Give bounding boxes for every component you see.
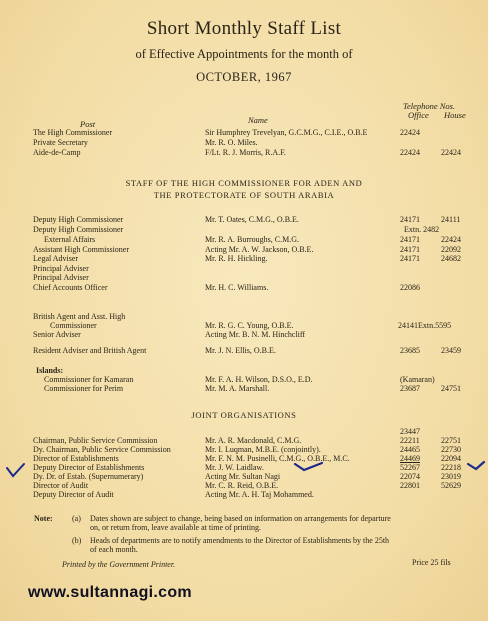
post-cell: Chairman, Public Service Commission: [33, 436, 158, 445]
note-b-marker: (b): [72, 536, 82, 545]
office-cell: 22211: [400, 436, 420, 445]
house-cell: 24682: [441, 254, 461, 263]
post-cell: Commissioner for Perim: [44, 384, 124, 393]
name-cell: Mr. A. R. Macdonald, C.M.G.: [205, 436, 302, 445]
table-row: [0, 346, 488, 356]
printer-credit: Printed by the Government Printer.: [62, 560, 176, 569]
name-cell: Mr. F. N. M. Pusinelli, C.M.G., O.B.E., M.C.: [205, 454, 350, 463]
office-cell: 24469: [400, 454, 420, 463]
month-heading: OCTOBER, 1967: [196, 70, 292, 84]
post-cell: Dy. Chairman, Public Service Commission: [33, 445, 171, 454]
house-cell: 22092: [441, 245, 461, 254]
post-cell: Principal Adviser: [33, 264, 89, 273]
name-cell: Mr. M. A. Marshall.: [205, 384, 270, 393]
post-cell: Chief Accounts Officer: [33, 283, 108, 292]
post-cell: External Affairs: [44, 235, 96, 244]
name-cell: Mr. J. N. Ellis, O.B.E.: [205, 346, 276, 355]
house-cell: 24751: [441, 384, 461, 393]
office-cell: 23685: [400, 346, 420, 355]
name-cell: Mr. R. G. C. Young, O.B.E.: [205, 321, 294, 330]
name-cell: Mr. F. A. H. Wilson, D.S.O., E.D.: [205, 375, 313, 384]
section-heading-line2: THE PROTECTORATE OF SOUTH ARABIA: [153, 190, 335, 200]
post-cell: British Agent and Asst. High: [33, 312, 126, 321]
table-row: [0, 148, 488, 158]
post-cell: Deputy High Commissioner: [33, 225, 124, 234]
name-cell: Acting Mr. B. N. M. Hinchcliff: [205, 330, 306, 339]
note-a-line1: Dates shown are subject to change, being based on information on arrangements for departure: [90, 514, 391, 523]
office-cell: 22086: [400, 283, 420, 292]
office-cell: 23687: [400, 384, 420, 393]
joint-organisations-heading: JOINT ORGANISATIONS: [191, 410, 297, 420]
post-cell: Resident Adviser and British Agent: [33, 346, 147, 355]
price-label: Price 25 fils: [412, 558, 451, 567]
table-row: [0, 235, 488, 245]
post-cell: Dy. Dr. of Estab. (Supernumerary): [33, 472, 144, 481]
office-cell: 22424: [400, 148, 420, 157]
post-cell: Commissioner: [50, 321, 97, 330]
post-cell: Principal Adviser: [33, 273, 89, 282]
office-cell: (Kamaran): [400, 375, 435, 384]
house-cell: 23019: [441, 472, 461, 481]
name-cell: Acting Mr. A. W. Jackson, O.B.E.: [205, 245, 314, 254]
name-column-header: Name: [248, 115, 268, 125]
post-column-header: Post: [80, 119, 96, 129]
office-cell: 24171: [400, 215, 420, 224]
table-row: [0, 490, 488, 500]
office-cell: 52267: [400, 463, 420, 472]
note-a-line2: on, or return from, leave available at time of printing.: [90, 523, 262, 532]
name-cell: Mr. R. A. Burroughs, C.M.G.: [205, 235, 300, 244]
notes-label: Note:: [34, 514, 53, 523]
table-row: [0, 128, 488, 138]
table-row: [0, 254, 488, 264]
name-cell: F/Lt. R. J. Morris, R.A.F.: [205, 148, 286, 157]
office-cell: 22801: [400, 481, 420, 490]
telephone-header: Telephone Nos.: [403, 101, 456, 111]
pen-tick-right: [466, 458, 486, 472]
office-cell: Extn. 2482: [404, 225, 440, 234]
name-cell: Mr. J. W. Laidlaw.: [205, 463, 264, 472]
office-cell: 22074: [400, 472, 420, 481]
name-cell: Mr. C. R. Reid, O.B.E.: [205, 481, 279, 490]
post-cell: Commissioner for Kamaran: [44, 375, 134, 384]
name-cell: Sir Humphrey Trevelyan, G.C.M.G., C.I.E., O.B.E: [205, 128, 368, 137]
table-row: [0, 138, 488, 148]
office-cell: 23447: [400, 427, 420, 436]
house-cell: 24111: [441, 215, 461, 224]
office-cell: 24171: [400, 235, 420, 244]
house-cell: 22730: [441, 445, 461, 454]
house-cell: 22094: [441, 454, 461, 463]
post-cell: Aide-de-Camp: [33, 148, 81, 157]
table-row: [0, 330, 488, 340]
office-column-header: Office: [408, 110, 429, 120]
house-cell: 22424: [441, 148, 461, 157]
post-cell: Deputy High Commissioner: [33, 215, 124, 224]
house-cell: 23459: [441, 346, 461, 355]
note-b-line2: of each month.: [90, 545, 138, 554]
post-cell: Private Secretary: [33, 138, 88, 147]
post-cell: Deputy Director of Establishments: [33, 463, 145, 472]
name-cell: Mr. R. O. Miles.: [205, 138, 258, 147]
post-cell: Director of Audit: [33, 481, 89, 490]
page-title: Short Monthly Staff List: [146, 18, 342, 39]
office-cell: 24171: [400, 245, 420, 254]
section-heading: STAFF OF THE HIGH COMMISSIONER FOR ADEN AND: [125, 178, 363, 188]
name-cell: Mr. H. C. Williams.: [205, 283, 269, 292]
table-row: [0, 283, 488, 293]
page-subtitle: of Effective Appointments for the month of: [135, 47, 353, 61]
house-cell: 22424: [441, 235, 461, 244]
house-cell: 22751: [441, 436, 461, 445]
table-row: [0, 273, 488, 283]
islands-heading: Islands:: [36, 366, 64, 375]
table-row: [0, 225, 488, 235]
office-cell: 24171: [400, 254, 420, 263]
name-cell: Mr. R. H. Hickling.: [205, 254, 268, 263]
office-cell: 24465: [400, 445, 420, 454]
name-cell: Acting Mr. Sultan Nagi: [205, 472, 281, 481]
office-cell: 22424: [400, 128, 420, 137]
table-row: [0, 384, 488, 394]
table-row: [0, 215, 488, 225]
name-cell: Mr. I. Luqman, M.B.E. (conjointly).: [205, 445, 321, 454]
post-cell: The High Commissioner: [33, 128, 113, 137]
note-b-line1: Heads of departments are to notify amendments to the Director of Establishments by the 25th: [90, 536, 390, 545]
post-cell: Deputy Director of Audit: [33, 490, 114, 499]
house-cell: 22218: [441, 463, 461, 472]
house-column-header: House: [444, 110, 466, 120]
name-cell: Acting Mr. A. H. Taj Mohammed.: [205, 490, 314, 499]
pen-tick-left: [4, 462, 26, 480]
note-a-marker: (a): [72, 514, 81, 523]
website-watermark: www.sultannagi.com: [28, 584, 192, 601]
post-cell: Director of Establishments: [33, 454, 119, 463]
pen-tick-middle: [292, 460, 324, 472]
post-cell: Assistant High Commissioner: [33, 245, 130, 254]
office-cell: 24141Extn.5595: [398, 321, 452, 330]
house-cell: 52629: [441, 481, 461, 490]
post-cell: Senior Adviser: [33, 330, 81, 339]
post-cell: Legal Adviser: [33, 254, 79, 263]
name-cell: Mr. T. Oates, C.M.G., O.B.E.: [205, 215, 299, 224]
